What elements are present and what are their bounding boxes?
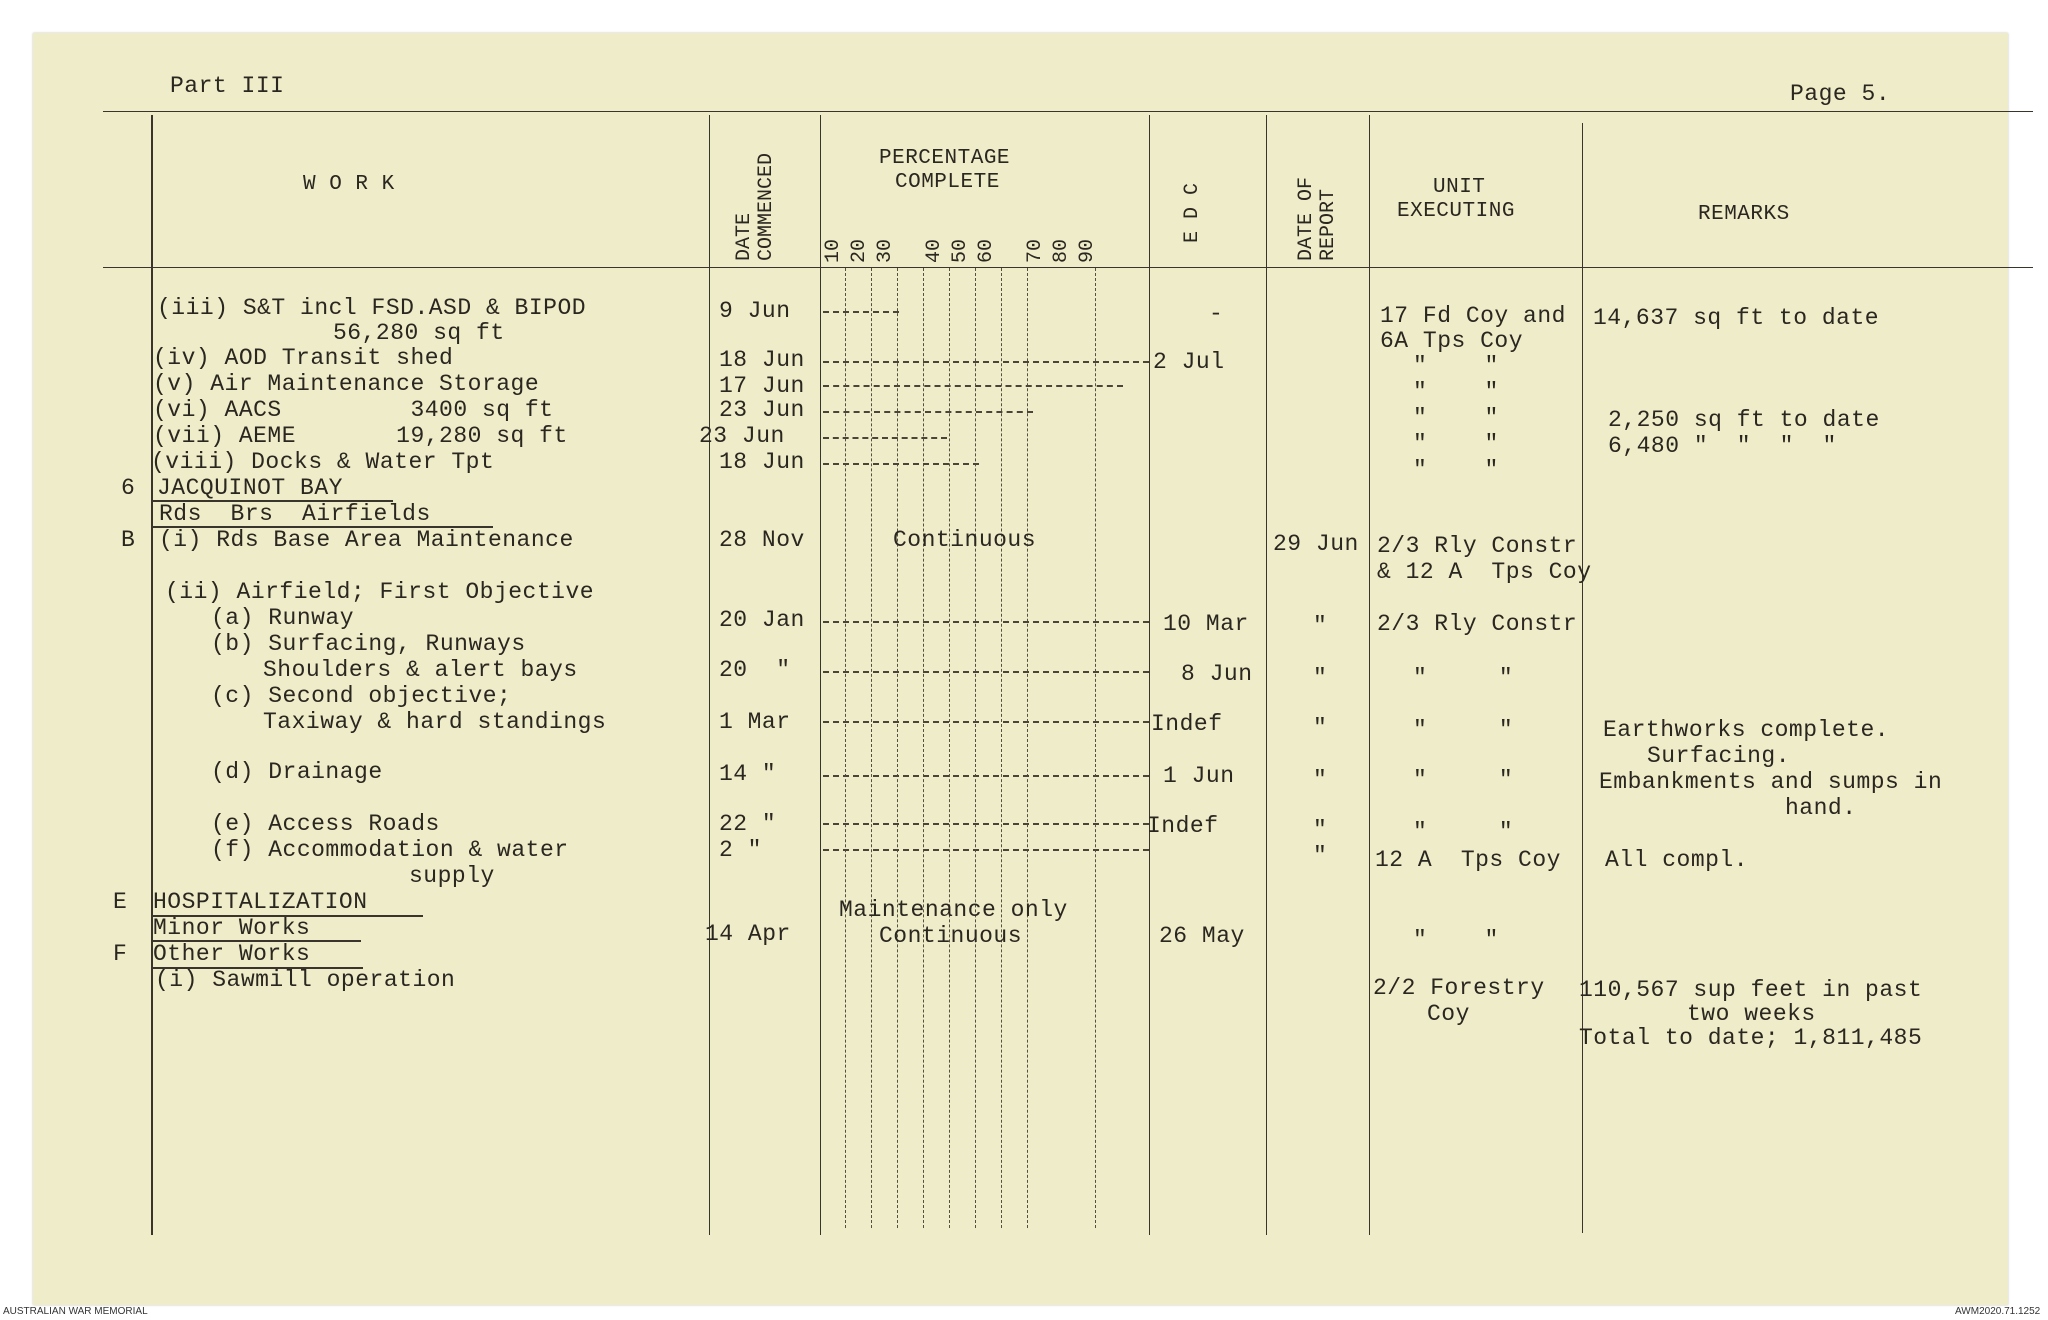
- work-item: (v) Air Maintenance Storage: [153, 371, 540, 397]
- col-pct-header-2: COMPLETE: [895, 171, 1000, 194]
- work-item: 56,280 sq ft: [333, 320, 505, 346]
- work-item: Shoulders & alert bays: [263, 657, 578, 683]
- date-value: 2 ": [719, 837, 762, 863]
- work-item: (vii) AEME 19,280 sq ft: [153, 423, 568, 449]
- progress-dash: [823, 849, 1149, 851]
- pct-tick-10: 10: [822, 238, 845, 263]
- unit-value: 2/3 Rly Constr: [1377, 611, 1578, 637]
- remark-value: Embankments and sumps in: [1599, 769, 1943, 795]
- edc-value: 26 May: [1159, 923, 1245, 949]
- remark-value: 2,250 sq ft to date: [1608, 407, 1880, 433]
- progress-dash: [823, 385, 1123, 387]
- work-item: (f) Accommodation & water: [211, 837, 569, 863]
- col-pct-header-1: PERCENTAGE: [879, 147, 1011, 170]
- col-unit-header-1: UNIT: [1433, 176, 1486, 199]
- date-value: 23 Jun: [699, 423, 785, 449]
- remark-value: All compl.: [1605, 847, 1749, 873]
- remark-value: 6,480 " " " ": [1608, 433, 1837, 459]
- col-unit-header-2: EXECUTING: [1397, 200, 1515, 223]
- date-value: 20 ": [719, 657, 791, 683]
- date-value: 22 ": [719, 811, 777, 837]
- date-value: 14 ": [719, 761, 777, 787]
- work-item: (i) Rds Base Area Maintenance: [159, 527, 574, 553]
- work-item: (ii) Airfield; First Objective: [165, 579, 595, 605]
- report-ditto: ": [1313, 665, 1328, 691]
- remark-value: 110,567 sup feet in past: [1579, 977, 1923, 1003]
- edc-value: -: [1209, 301, 1224, 327]
- pct-tick-90: 90: [1076, 238, 1099, 263]
- progress-dash: [823, 721, 1149, 723]
- section-subtitle: Minor Works: [153, 915, 311, 941]
- rule-unit-left: [1369, 115, 1370, 1235]
- unit-value: 12 A Tps Coy: [1375, 847, 1561, 873]
- section-label: B: [121, 527, 136, 553]
- unit-value: 17 Fd Coy and: [1380, 303, 1566, 329]
- report-ditto: ": [1313, 715, 1328, 741]
- edc-value: 8 Jun: [1181, 661, 1253, 687]
- remark-value: Surfacing.: [1647, 743, 1791, 769]
- work-item: (e) Access Roads: [211, 811, 440, 837]
- col-date-header-1: DATE: [733, 212, 756, 261]
- section-title: Other Works: [153, 941, 311, 967]
- report-date: 29 Jun: [1273, 531, 1359, 557]
- remark-value: two weeks: [1687, 1001, 1816, 1027]
- work-item: (c) Second objective;: [211, 683, 512, 709]
- rule-work-left: [151, 115, 153, 1235]
- part-label: Part III: [170, 73, 285, 99]
- date-value: 18 Jun: [719, 347, 805, 373]
- section-subtitle: Rds Brs Airfields: [159, 501, 431, 527]
- section-title: HOSPITALIZATION: [153, 889, 368, 915]
- pct-tick-70: 70: [1024, 238, 1047, 263]
- unit-value: " ": [1413, 819, 1514, 845]
- rule-pct-left: [820, 115, 821, 1235]
- remark-value: Earthworks complete.: [1603, 717, 1890, 743]
- work-item: (b) Surfacing, Runways: [211, 631, 526, 657]
- col-edc-header: E D C: [1181, 182, 1204, 243]
- unit-value: 2/2 Forestry: [1373, 975, 1545, 1001]
- work-item: (viii) Docks & Water Tpt: [151, 449, 495, 475]
- work-item: (a) Runway: [211, 605, 355, 631]
- unit-value: " ": [1413, 717, 1514, 743]
- date-value: 18 Jun: [719, 449, 805, 475]
- remark-value: 14,637 sq ft to date: [1593, 305, 1880, 331]
- section-label: E: [113, 889, 128, 915]
- progress-dash: [823, 775, 1149, 777]
- unit-value: " ": [1413, 353, 1499, 379]
- pct-tick-50: 50: [949, 238, 972, 263]
- unit-value: & 12 A Tps Coy: [1377, 559, 1592, 585]
- unit-value: " ": [1413, 927, 1499, 953]
- header-bottom-rule: [103, 267, 2033, 268]
- rule-edc-left: [1149, 115, 1150, 1235]
- top-rule: [103, 111, 2033, 112]
- page-number: Page 5.: [1790, 81, 1891, 107]
- unit-value: " ": [1413, 767, 1514, 793]
- pct-rule-90: [1095, 268, 1096, 1228]
- percentage-note: Continuous: [893, 527, 1037, 553]
- work-item: supply: [409, 863, 495, 889]
- col-report-header-2: REPORT: [1317, 188, 1340, 261]
- footer-catalogue-number: AWM2020.71.1252: [1955, 1306, 2041, 1317]
- unit-value: 2/3 Rly Constr: [1377, 533, 1578, 559]
- work-item: (vi) AACS 3400 sq ft: [153, 397, 554, 423]
- document-sheet: [33, 33, 2008, 1305]
- work-item: Taxiway & hard standings: [263, 709, 607, 735]
- pct-tick-40: 40: [923, 238, 946, 263]
- section-label: 6: [121, 475, 136, 501]
- date-value: 28 Nov: [719, 527, 805, 553]
- date-value: 9 Jun: [719, 298, 791, 324]
- progress-dash: [823, 671, 1149, 673]
- progress-dash: [823, 823, 1149, 825]
- rule-date-left: [709, 115, 710, 1235]
- progress-dash: [823, 311, 899, 313]
- report-ditto: ": [1313, 817, 1328, 843]
- edc-value: Indef: [1151, 711, 1223, 737]
- report-ditto: ": [1313, 767, 1328, 793]
- work-item: (i) Sawmill operation: [155, 967, 456, 993]
- rule-report-left: [1266, 115, 1267, 1235]
- unit-value: 6A Tps Coy: [1380, 328, 1524, 354]
- date-value: 23 Jun: [719, 397, 805, 423]
- edc-value: Indef: [1147, 813, 1219, 839]
- pct-tick-20: 20: [848, 238, 871, 263]
- unit-value: " ": [1413, 405, 1499, 431]
- remark-value: Total to date; 1,811,485: [1579, 1025, 1923, 1051]
- date-value: 14 Apr: [705, 921, 791, 947]
- unit-value: " ": [1413, 665, 1514, 691]
- report-ditto: ": [1313, 843, 1328, 869]
- progress-dash: [823, 621, 1149, 623]
- work-item: (iii) S&T incl FSD.ASD & BIPOD: [157, 295, 587, 321]
- footer-institution: AUSTRALIAN WAR MEMORIAL: [3, 1306, 148, 1317]
- progress-dash: [823, 437, 947, 439]
- edc-value: 10 Mar: [1163, 611, 1249, 637]
- progress-dash: [823, 411, 1033, 413]
- unit-value: " ": [1413, 379, 1499, 405]
- date-value: 1 Mar: [719, 709, 791, 735]
- progress-dash: [823, 463, 979, 465]
- edc-value: 1 Jun: [1163, 763, 1235, 789]
- col-work-header: W O R K: [303, 173, 395, 196]
- section-title: JACQUINOT BAY: [157, 475, 343, 501]
- section-label: F: [113, 941, 128, 967]
- remark-value: hand.: [1785, 795, 1857, 821]
- pct-tick-30: 30: [874, 238, 897, 263]
- date-value: 17 Jun: [719, 373, 805, 399]
- col-remarks-header: REMARKS: [1698, 203, 1790, 226]
- col-report-header-1: DATE OF: [1295, 176, 1318, 261]
- percentage-note: Maintenance only: [839, 897, 1068, 923]
- unit-value: " ": [1413, 457, 1499, 483]
- unit-value: Coy: [1427, 1001, 1470, 1027]
- work-item: (iv) AOD Transit shed: [153, 345, 454, 371]
- progress-dash: [823, 361, 1149, 363]
- date-value: 20 Jan: [719, 607, 805, 633]
- unit-value: " ": [1413, 431, 1499, 457]
- pct-tick-80: 80: [1050, 238, 1073, 263]
- edc-value: 2 Jul: [1153, 349, 1225, 375]
- work-item: (d) Drainage: [211, 759, 383, 785]
- col-date-header-2: COMMENCED: [755, 152, 778, 261]
- percentage-note: Continuous: [879, 923, 1023, 949]
- rule-remarks-left: [1582, 123, 1583, 1233]
- report-ditto: ": [1313, 613, 1328, 639]
- pct-tick-60: 60: [975, 238, 998, 263]
